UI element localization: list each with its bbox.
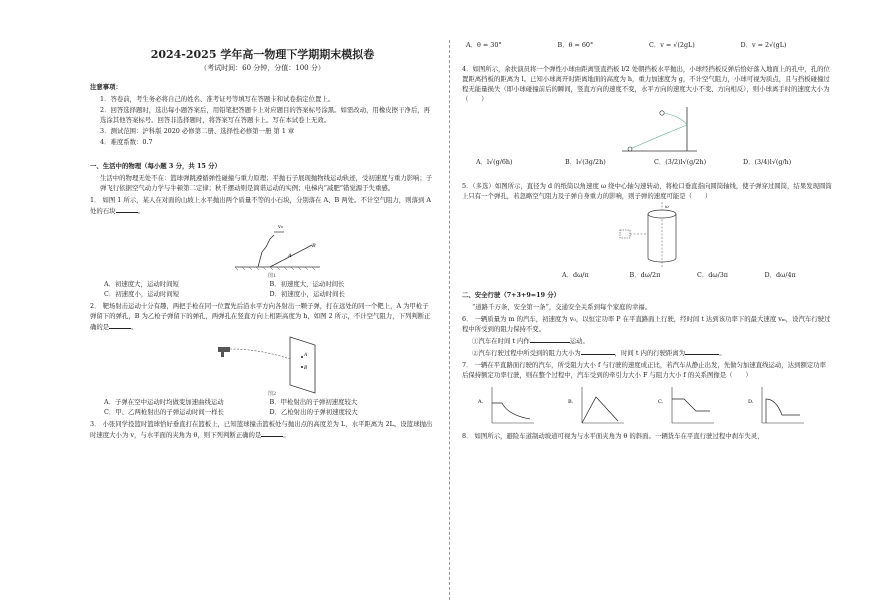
graph-a-label: A. [478, 399, 484, 405]
section2-heading: 二、安全行驶（7+3+9=19 分） [462, 291, 561, 299]
svg-text:A: A [288, 253, 292, 259]
svg-text:B: B [304, 366, 308, 371]
option-d[interactable]: D．初速度小，运动时间长 [269, 290, 345, 298]
question-3: 3． 小张同学投篮时篮球恰好垂直打在篮板上，已知篮球撞击篮板处与抛出点的高度差为 L，水平距离为 2L。设篮球抛出时速度大小为 v，与水平面的夹角为 θ，则下列判断正确的是 。 [90, 420, 433, 439]
option-d[interactable]: D．dω/4π [764, 271, 796, 279]
shooting-target-diagram [90, 333, 435, 397]
option-d[interactable]: D．v = 2√(gL) [740, 41, 787, 49]
answer-blank [109, 321, 131, 329]
question-6-stem: 6． 一辆质量为 m 的汽车，初速度为 v₀，以恒定功率 P 在平直路面上行驶，经时间 t 达到该功率下的最大速度 vₘ，设汽车行驶过程中所受到的阻力保持不变。 [462, 315, 831, 333]
question-5-options [462, 270, 832, 280]
svg-text:B: B [312, 243, 316, 249]
left-column [90, 48, 435, 441]
notice-item: 3．测试范围：沪科版 2020 必修第二册、选择性必修第一册 第 1 章 [100, 127, 295, 135]
option-a[interactable]: A．dω/π [562, 271, 589, 279]
answer-blank [261, 429, 283, 437]
figure-1 [90, 217, 435, 279]
section2-intro: “道路千万条，安全第一条”，交通安全关系到每个家庭的幸福。 [472, 303, 652, 311]
part1-tail: 运动。 [569, 337, 589, 345]
answer-blank [581, 347, 615, 355]
svg-text:v₀: v₀ [278, 224, 283, 230]
notice-heading: 注意事项： [90, 83, 122, 91]
graph-d-label: D. [748, 399, 754, 405]
answer-blank [116, 205, 138, 213]
section1-intro: 生活中的物理无处不在：篮球弹跳遵循弹性碰撞与重力原理；平抛石子展现抛物线运动轨迹，受初速度与重力影响；子弹飞行依据空气动力学与牛顿第二定律；秋千摆动则是简谐运动的实例；电梯内“减肥”错觉源于失重感。 [100, 174, 433, 192]
svg-text:ω: ω [665, 205, 669, 210]
option-c[interactable]: C．(3/2)l√(g/2h) [654, 158, 707, 166]
option-c[interactable]: C．初速度小，运动时间短 [104, 290, 180, 298]
force-graphs [462, 381, 832, 429]
question-4-options [462, 157, 832, 167]
figure-2 [90, 333, 435, 397]
option-c[interactable]: C．v = √(2gL) [649, 41, 695, 49]
question-3-options [462, 40, 832, 50]
column-divider [449, 40, 450, 600]
option-b[interactable]: B．l√(3g/2h) [565, 158, 606, 166]
question-1-stem: 1． 如图 1 所示，某人在对面的山坡上水平抛出两个质量不等的小石块，分别落在 A、B 两处。不计空气阻力，则落到 A 处的石块 [90, 196, 431, 215]
notice-item: 4．难度系数：0.7 [100, 138, 153, 146]
notice-item: 2．回答选择题时，选出每小题答案后，用铅笔把答题卡上对应题目的答案标号涂黑。如需改动，用橡皮擦干净后，再选涂其他答案标号。回答非选择题时，将答案写在答题卡上。写在本试卷上无效。 [100, 106, 430, 124]
right-column [462, 40, 832, 442]
option-a[interactable]: A．初速度大，运动时间短 [104, 280, 179, 288]
graph-b-label: B. [568, 399, 574, 405]
option-a[interactable]: A．l√(g/6h) [476, 158, 513, 166]
question-2-options [90, 397, 435, 417]
svg-text:A: A [304, 353, 308, 358]
part2-tail: 。 [719, 349, 726, 357]
question-7-graphs [462, 381, 832, 429]
option-b[interactable]: B．甲枪射出的子弹初速度较大 [269, 398, 358, 406]
option-a[interactable]: A．子弹在空中运动时均做变加速曲线运动 [104, 398, 224, 406]
part1-text: ①汽车在时间 t 内作 [472, 337, 530, 345]
figure-q5 [462, 202, 832, 270]
answer-blank [530, 335, 570, 343]
option-c[interactable]: C．dω/3π [697, 271, 729, 279]
figure-q4 [462, 105, 832, 157]
section1-heading: 一、生活中的物理（每小题 3 分，共 15 分） [90, 162, 221, 170]
option-a[interactable]: A．θ = 30° [466, 41, 502, 49]
hillside-throw-diagram [90, 217, 435, 279]
figure-2-caption: 图2 [268, 391, 277, 397]
option-d[interactable]: D．(3/4)l√(g/h) [743, 158, 792, 166]
question-7-stem: 7． 一辆在平直路面行驶的汽车，所受阻力大小 f 与行驶的速度成正比，若汽车从静止出发，先做匀加速直线运动，达到额定功率后保持额定功率行驶，则在整个过程中，汽车受到的牵引力大小 F 与阻力大小 f 的关系图像是（ ） [462, 361, 827, 379]
option-b[interactable]: B．初速度大，运动时间长 [269, 280, 345, 288]
option-d[interactable]: D．乙枪射出的子弹初速度较大 [269, 408, 358, 416]
question-8-stem: 8． 如图所示，避险车道制动坡道可视为与水平面夹角为 θ 的斜面。一辆货车在平直行驶过程中刹车失灵， [462, 432, 764, 440]
exam-subtitle: （考试时间：60 分钟，分值：100 分） [200, 64, 325, 72]
question-6-part2 [462, 347, 832, 358]
option-b[interactable]: B．θ = 60° [557, 41, 594, 49]
question-2-stem: 2． 靶场射击运动十分有趣，两把手枪在同一位置先后沿水平方向各射出一颗子弹，打在远处的同一个靶上，A 为甲枪子弹留下的弹孔，B 为乙枪子弹留下的弹孔，两弹孔在竖直方向上相距高度为 h，如图 2 所示，不计空气阻力，下列判断正确的是 [90, 302, 431, 331]
graph-c-label: C. [658, 399, 664, 405]
part2-text: ②汽车行驶过程中所受到的阻力大小为 [472, 349, 581, 357]
question-2: 2． 靶场射击运动十分有趣，两把手枪在同一位置先后沿水平方向各射出一颗子弹，打在远处的同一个靶上，A 为甲枪子弹留下的弹孔，B 为乙枪子弹留下的弹孔，两弹孔在竖直方向上相距高度为 h，如图 2 所示，不计空气阻力，下列判断正确的是 。 [90, 302, 431, 331]
question-1-options [90, 279, 435, 299]
exam-title: 2024-2025 学年高一物理下学期期末模拟卷 [150, 48, 375, 61]
option-c[interactable]: C．甲、乙两枪射出的子弹运动时间一样长 [104, 408, 224, 416]
rotating-cylinder-diagram [462, 202, 832, 270]
part2-mid: ，时间 t 内的行驶距离为 [614, 349, 686, 357]
question-3-stem: 3． 小张同学投篮时篮球恰好垂直打在篮板上，已知篮球撞击篮板处与抛出点的高度差为 L，水平距离为 2L。设篮球抛出时速度大小为 v，与水平面的夹角为 θ，则下列判断正确的是 [90, 420, 433, 439]
question-1: 1． 如图 1 所示，某人在对面的山坡上水平抛出两个质量不等的小石块，分别落在 A、B 两处。不计空气阻力，则落到 A 处的石块 。 [90, 196, 431, 215]
ball-rebound-diagram [462, 105, 832, 157]
question-5-stem: 5．（多选）如图所示，直径为 d 的纸筒以角速度 ω 绕中心轴匀速转动，将枪口垂直指向圆筒轴线，使子弹穿过圆筒，结果发现圆筒上只有一个弹孔，若忽略空气阻力及子弹自身重力的影响，则子弹的速度可能是（ ） [462, 182, 832, 200]
figure-1-caption: 图1 [268, 273, 277, 279]
question-6-part1 [462, 335, 832, 346]
question-4-stem: 4．如图所示，余扶演员将一个弹性小球由距离竖直挡板 l/2 处朝挡板水平抛出，小球经挡板反弹后恰好落入地面上的孔中，孔的位置距离挡板的距离为 l。已知小球离开时距离地面的高度为 h，重力加速度为 g，不计空气阻力，小球可视为质点，且与挡板碰撞过程无能量损失（即小球碰撞前后的瞬间，竖直方向的速度不变，水平方向的速度大小不变、方向相反），则小球离手时的速度大小为（ ） [462, 65, 830, 103]
answer-blank [685, 347, 719, 355]
notice-item: 1．答卷前，考生务必将自己的姓名、准考证号等填写在答题卡和试卷指定位置上。 [100, 95, 335, 103]
option-b[interactable]: B．dω/2π [629, 271, 661, 279]
